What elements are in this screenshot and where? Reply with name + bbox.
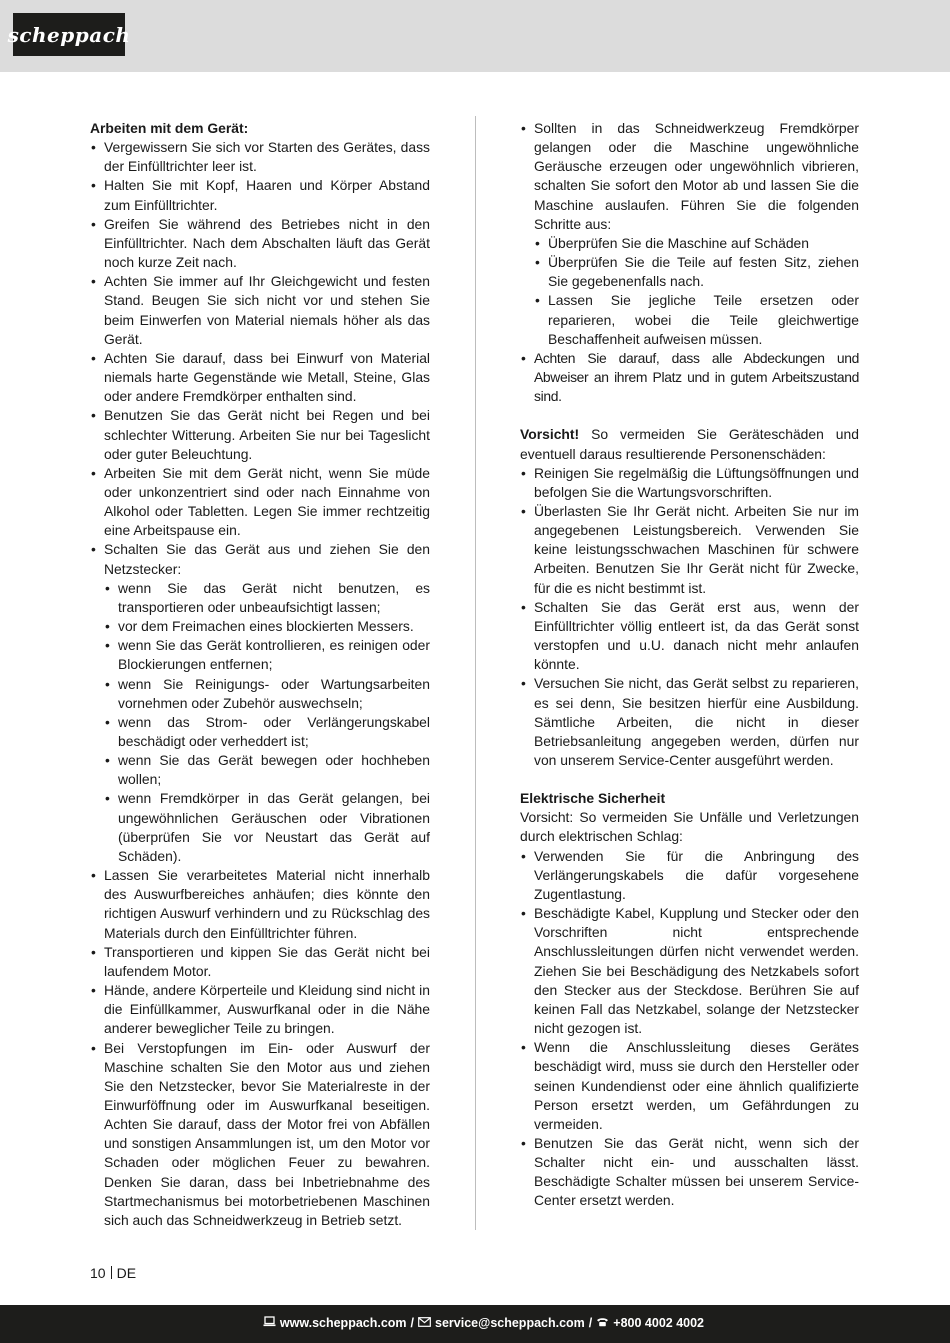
phone-icon — [596, 1316, 609, 1330]
brand-logo — [7, 13, 131, 56]
list-item: • Bei Verstopfungen im Ein- oder Auswurf der Maschine schalten Sie den Motor aus und ziehen Sie den Netzstecker, bevor Sie Materialreste in der Einwurföffnung oder im Auswurfkanal beseitigen. Achten Sie darauf, dass der Motor frei von Abfällen und sonstigen Ansammlungen ist, um den Motor vor Schaden oder möglichen Feuer zu bewahren. Denken Sie daran, dass bei Inbetriebnahme des Startmechanismus bei motorbetriebenen Maschinen sich auch das Schneidwerkzeug in Betrieb setzt. — [90, 1039, 430, 1231]
list-item: • Achten Sie darauf, dass alle Abdeckungen und Abweiser an ihrem Platz und in gutem Arbeitszustand sind. — [520, 349, 859, 406]
right-column — [520, 119, 859, 1211]
electrical-intro: Vorsicht: So vermeiden Sie Unfälle und Verletzungen durch elektrischen Schlag: — [520, 809, 859, 845]
caution-paragraph — [520, 425, 859, 463]
page-separator — [111, 1266, 112, 1279]
page-language: DE — [116, 1265, 137, 1281]
list-item: • Vergewissern Sie sich vor Starten des Gerätes, dass der Einfülltrichter leer ist. — [90, 138, 430, 176]
foreign-intro: Sollten in das Schneidwerkzeug Fremdkörper gelangen oder die Maschine ungewöhnliche Geräusche erzeugen oder ungewöhnlich vibrieren, schalten Sie sofort den Motor ab und lassen Sie die Maschine auslaufen. Führen Sie die folgenden Schritte aus: — [534, 120, 859, 232]
working-list — [90, 138, 430, 1230]
footer-website-link[interactable]: www.scheppach.com — [279, 1316, 407, 1330]
list-item: • Lassen Sie verarbeitetes Material nicht innerhalb des Auswurfbereiches anhäufen; dies könnte den richtigen Auswurf verhindern und zu Rückschlag des Materials durch den Einfülltrichter führen. — [90, 866, 430, 943]
sub-list-item: • wenn Sie das Gerät nicht benutzen, es transportieren oder unbeaufsichtigt lassen; — [104, 579, 430, 617]
list-item: • Beschädigte Kabel, Kupplung und Stecker oder den Vorschriften nicht entsprechende Anschlussleitungen dürfen nicht verwendet werden. Ziehen Sie bei Beschädigung des Netzkabels sofort den Stecker aus der Steckdose. Berühren Sie auf keinen Fall das Netzkabel, solange der Netzstecker nicht gezogen ist. — [520, 904, 859, 1038]
sub-list-item: • wenn Sie Reinigungs- oder Wartungsarbeiten vornehmen oder Zubehör auswechseln; — [104, 675, 430, 713]
steps-sublist — [534, 234, 859, 349]
list-item: • Versuchen Sie nicht, das Gerät selbst zu reparieren, es sei denn, Sie besitzen hierfür eine Ausbildung. Sämtliche Arbeiten, die nicht in dieser Betriebsanleitung angegeben werden, dürfen nur von unserem Service-Center ausgeführt werden. — [520, 674, 859, 770]
sub-list-item: • wenn das Strom- oder Verlängerungskabel beschädigt oder verheddert ist; — [104, 713, 430, 751]
footer-bar — [0, 1305, 950, 1343]
sub-list-item: • vor dem Freimachen eines blockierten Messers. — [104, 617, 430, 636]
list-item: • Greifen Sie während des Betriebes nicht in den Einfülltrichter. Nach dem Abschalten läuft das Gerät noch kurze Zeit nach. — [90, 215, 430, 272]
caution-label: Vorsicht! — [520, 426, 580, 443]
unplug-intro: Schalten Sie das Gerät aus und ziehen Sie den Netzstecker: — [104, 541, 430, 577]
list-item: • Arbeiten Sie mit dem Gerät nicht, wenn Sie müde oder unkonzentriert sind oder nach Einnahme von Alkohol oder Tabletten. Legen Sie immer rechtzeitig eine Arbeitspause ein. — [90, 464, 430, 541]
left-column — [90, 119, 430, 1230]
footer-separator: / — [410, 1316, 415, 1330]
list-item: • Verwenden Sie für die Anbringung des Verlängerungskabels die dafür vorgesehene Zugentlastung. — [520, 847, 859, 904]
foreign-body-list — [520, 119, 859, 406]
list-item-foreign — [520, 119, 859, 349]
page-number-value: 10 — [90, 1265, 106, 1281]
footer-phone-link[interactable]: +800 4002 4002 — [613, 1316, 704, 1330]
laptop-icon — [263, 1316, 276, 1330]
sub-list-item: • wenn Sie das Gerät bewegen oder hochheben wollen; — [104, 751, 430, 789]
sub-list-item: • Überprüfen Sie die Maschine auf Schäden — [534, 234, 859, 253]
page-number — [90, 1265, 136, 1281]
footer-email-link[interactable]: service@scheppach.com — [435, 1316, 585, 1330]
footer-contacts — [263, 1316, 704, 1330]
brand-name: scheppach — [7, 22, 131, 47]
electrical-list — [520, 847, 859, 1211]
list-item: • Benutzen Sie das Gerät nicht, wenn sich der Schalter nicht ein- und ausschalten lässt. Beschädigte Schalter müssen bei unserem Service-Center ersetzt werden. — [520, 1134, 859, 1211]
mail-icon — [418, 1316, 431, 1330]
sub-list-item: • Überprüfen Sie die Teile auf festen Sitz, ziehen Sie gegebenenfalls nach. — [534, 253, 859, 291]
column-divider — [475, 116, 476, 1230]
sub-list-item: • Lassen Sie jegliche Teile ersetzen oder reparieren, wobei die Teile gleichwertige Beschaffenheit aufweisen müssen. — [534, 291, 859, 348]
caution-text: So vermeiden Sie Geräteschäden und eventuell daraus resultierende Personenschäden: — [520, 426, 859, 462]
list-item: • Überlasten Sie Ihr Gerät nicht. Arbeiten Sie nur im angegebenen Leistungsbereich. Verwenden Sie keine leistungsschwachen Maschinen für schwere Arbeiten. Benutzen Sie Ihr Gerät nicht für Zwecke, für die es nicht bestimmt ist. — [520, 502, 859, 598]
list-item: • Achten Sie immer auf Ihr Gleichgewicht und festen Stand. Beugen Sie sich nicht vor und stehen Sie beim Einwerfen von Material niemals höher als das Gerät. — [90, 272, 430, 349]
section-heading-electrical: Elektrische Sicherheit — [520, 790, 666, 807]
header-bar — [0, 0, 950, 72]
footer-separator: / — [588, 1316, 593, 1330]
list-item: • Transportieren und kippen Sie das Gerät nicht bei laufendem Motor. — [90, 943, 430, 981]
list-item: • Wenn die Anschlussleitung dieses Gerätes beschädigt wird, muss sie durch den Hersteller oder seinen Kundendienst oder eine ähnlich qualifizierte Person ersetzt werden, um Gefährdungen zu vermeiden. — [520, 1038, 859, 1134]
list-item: • Halten Sie mit Kopf, Haaren und Körper Abstand zum Einfülltrichter. — [90, 176, 430, 214]
list-item: • Achten Sie darauf, dass bei Einwurf von Material niemals harte Gegenstände wie Metall, Steine, Glas oder andere Fremdkörper enthalten sind. — [90, 349, 430, 406]
list-item: • Benutzen Sie das Gerät nicht bei Regen und bei schlechter Witterung. Arbeiten Sie nur bei Tageslicht oder guter Beleuchtung. — [90, 406, 430, 463]
sub-list-item: • wenn Fremdkörper in das Gerät gelangen, bei ungewöhnlichen Geräuschen oder Vibrationen (überprüfen Sie vor Neustart das Gerät auf Schäden). — [104, 789, 430, 866]
list-item: • Hände, andere Körperteile und Kleidung sind nicht in die Einfüllkammer, Auswurfkanal oder in die Nähe anderer beweglicher Teile zu bringen. — [90, 981, 430, 1038]
section-heading-working: Arbeiten mit dem Gerät: — [90, 120, 249, 136]
list-item-unplug — [90, 540, 430, 866]
caution-list — [520, 464, 859, 771]
list-item: • Reinigen Sie regelmäßig die Lüftungsöffnungen und befolgen Sie die Wartungsvorschriften. — [520, 464, 859, 502]
sub-list-item: • wenn Sie das Gerät kontrollieren, es reinigen oder Blockierungen entfernen; — [104, 636, 430, 674]
unplug-sublist — [104, 579, 430, 866]
list-item: • Schalten Sie das Gerät erst aus, wenn der Einfülltrichter völlig entleert ist, da das Gerät sonst verstopfen und u.U. danach nicht mehr anlaufen könnte. — [520, 598, 859, 675]
